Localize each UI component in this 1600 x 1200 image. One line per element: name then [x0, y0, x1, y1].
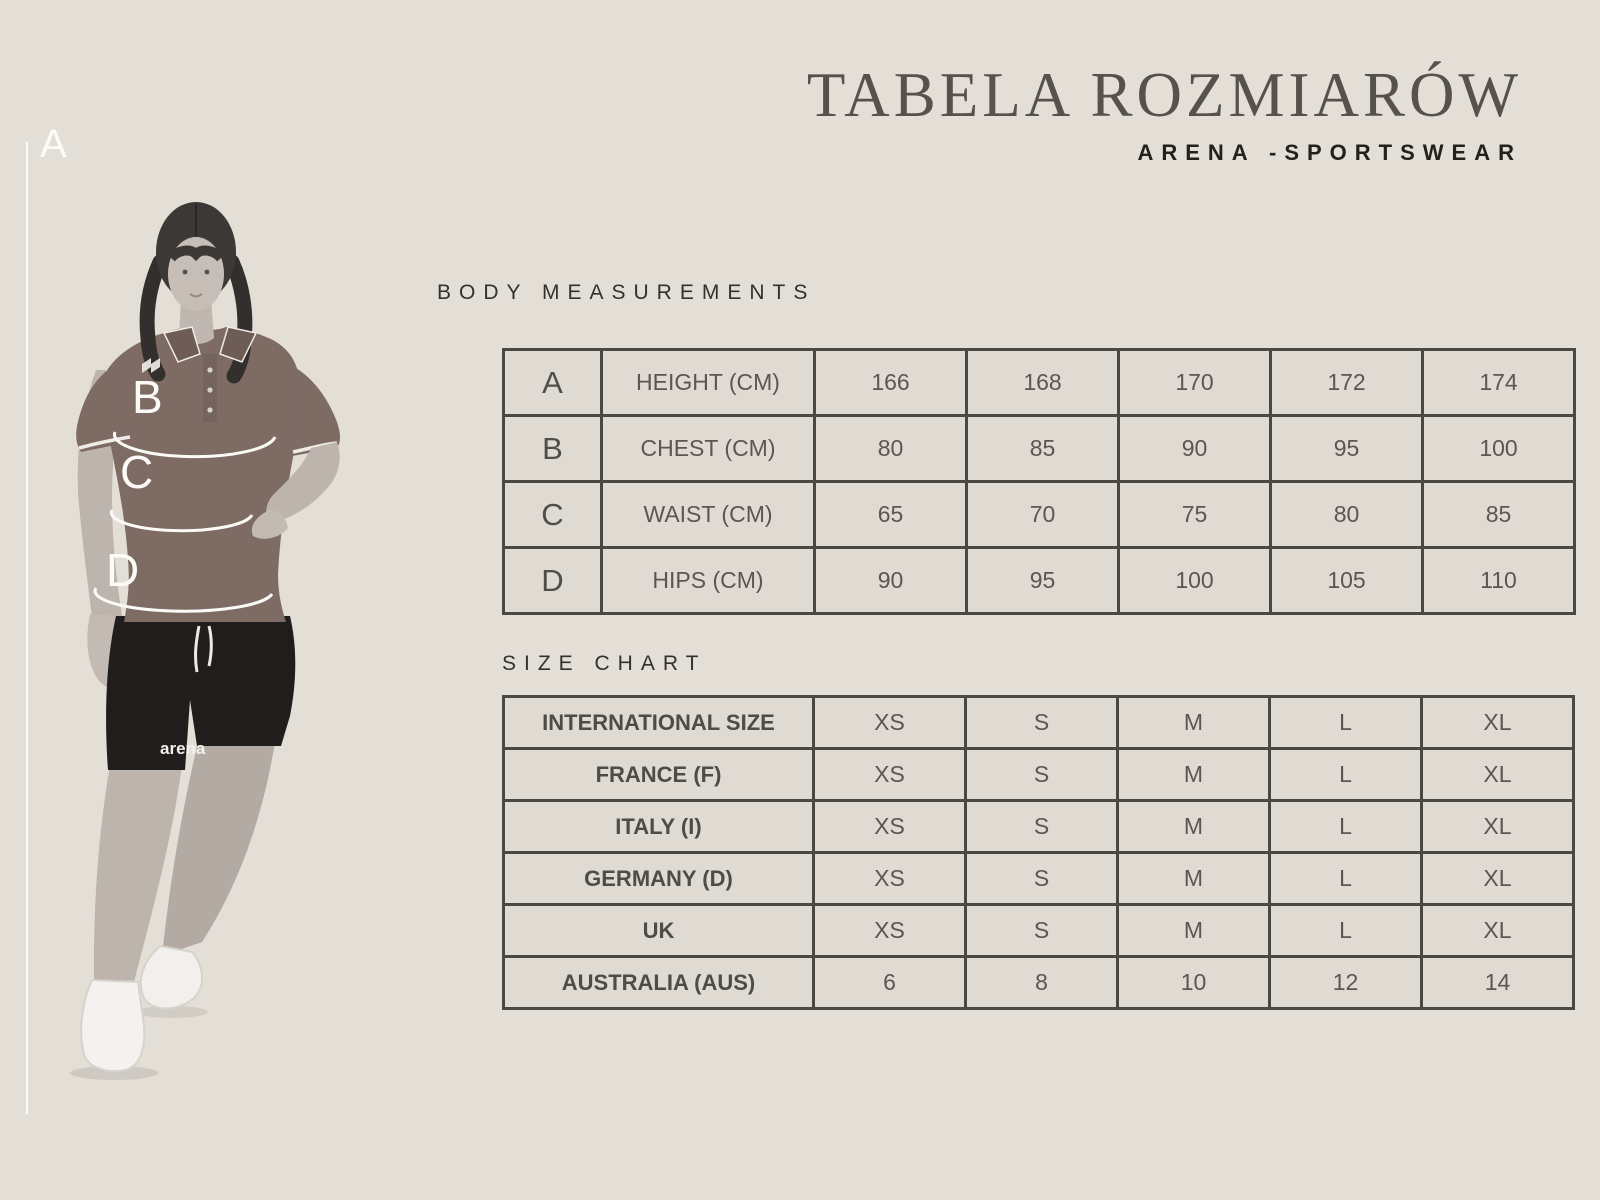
cell-value: L — [1270, 749, 1422, 801]
model-photo — [40, 180, 400, 1100]
cell-value: XL — [1422, 697, 1574, 749]
cell-value: 6 — [814, 957, 966, 1009]
table-row — [504, 957, 1574, 1009]
cell-value: 170 — [1119, 350, 1271, 416]
cell-value: M — [1118, 749, 1270, 801]
row-label: HEIGHT (CM) — [602, 350, 815, 416]
cell-value: S — [966, 749, 1118, 801]
cell-value: 174 — [1423, 350, 1575, 416]
row-label: UK — [504, 905, 814, 957]
cell-value: 172 — [1271, 350, 1423, 416]
cell-value: 8 — [966, 957, 1118, 1009]
row-label: GERMANY (D) — [504, 853, 814, 905]
cell-value: XS — [814, 905, 966, 957]
cell-value: 10 — [1118, 957, 1270, 1009]
row-label: AUSTRALIA (AUS) — [504, 957, 814, 1009]
cell-value: 80 — [815, 416, 967, 482]
cell-value: M — [1118, 905, 1270, 957]
model-sneaker-right — [141, 946, 202, 1009]
cell-value: 95 — [967, 548, 1119, 614]
cell-value: XS — [814, 801, 966, 853]
table-row — [504, 548, 1575, 614]
polo-button — [207, 367, 212, 372]
height-marker-label: A — [40, 122, 67, 166]
cell-value: 166 — [815, 350, 967, 416]
cell-value: 12 — [1270, 957, 1422, 1009]
page-subtitle: ARENA -SPORTSWEAR — [1137, 140, 1522, 166]
title-block — [807, 62, 1522, 166]
table-row — [504, 749, 1574, 801]
polo-button — [207, 407, 212, 412]
cell-value: XL — [1422, 905, 1574, 957]
cell-value: XL — [1422, 801, 1574, 853]
table-row — [504, 853, 1574, 905]
row-label: FRANCE (F) — [504, 749, 814, 801]
table-row — [504, 905, 1574, 957]
row-letter: B — [504, 416, 602, 482]
shorts-arena-logo: arena — [160, 739, 206, 758]
model-braid-left — [147, 262, 160, 374]
table-row — [504, 801, 1574, 853]
cell-value: S — [966, 801, 1118, 853]
height-measure-line — [26, 142, 28, 1114]
model-eye — [205, 270, 210, 275]
cell-value: L — [1270, 801, 1422, 853]
row-label: HIPS (CM) — [602, 548, 815, 614]
cell-value: XL — [1422, 749, 1574, 801]
cell-value: 75 — [1119, 482, 1271, 548]
cell-value: 85 — [967, 416, 1119, 482]
cell-value: L — [1270, 697, 1422, 749]
hips-marker-label: D — [106, 544, 140, 596]
row-label: INTERNATIONAL SIZE — [504, 697, 814, 749]
cell-value: M — [1118, 853, 1270, 905]
cell-value: 105 — [1271, 548, 1423, 614]
cell-value: 100 — [1423, 416, 1575, 482]
cell-value: 100 — [1119, 548, 1271, 614]
cell-value: M — [1118, 697, 1270, 749]
row-letter: C — [504, 482, 602, 548]
cell-value: 95 — [1271, 416, 1423, 482]
cell-value: 65 — [815, 482, 967, 548]
cell-value: XS — [814, 749, 966, 801]
cell-value: 90 — [1119, 416, 1271, 482]
table-row — [504, 416, 1575, 482]
model-eye — [183, 270, 188, 275]
size-chart-table — [502, 695, 1575, 1010]
table-row — [504, 697, 1574, 749]
cell-value: 85 — [1423, 482, 1575, 548]
cell-value: S — [966, 853, 1118, 905]
cell-value: S — [966, 905, 1118, 957]
cell-value: M — [1118, 801, 1270, 853]
row-label: WAIST (CM) — [602, 482, 815, 548]
waist-marker-label: C — [120, 446, 154, 498]
cell-value: L — [1270, 905, 1422, 957]
table-row — [504, 482, 1575, 548]
row-label: ITALY (I) — [504, 801, 814, 853]
size-chart-heading: SIZE CHART — [502, 652, 707, 675]
page-title: TABELA ROZMIARÓW — [806, 60, 1522, 130]
cell-value: S — [966, 697, 1118, 749]
model-sneaker-left — [81, 980, 144, 1071]
table-row — [504, 350, 1575, 416]
polo-button — [207, 387, 212, 392]
cell-value: 90 — [815, 548, 967, 614]
cell-value: XS — [814, 697, 966, 749]
chest-marker-label: B — [132, 371, 163, 423]
row-label: CHEST (CM) — [602, 416, 815, 482]
body-measurements-heading: BODY MEASUREMENTS — [437, 281, 816, 304]
model-hairline — [171, 251, 221, 258]
row-letter: A — [504, 350, 602, 416]
cell-value: 110 — [1423, 548, 1575, 614]
cell-value: L — [1270, 853, 1422, 905]
cell-value: 168 — [967, 350, 1119, 416]
cell-value: 70 — [967, 482, 1119, 548]
body-measurements-table — [502, 348, 1576, 615]
cell-value: XS — [814, 853, 966, 905]
cell-value: 80 — [1271, 482, 1423, 548]
row-letter: D — [504, 548, 602, 614]
cell-value: XL — [1422, 853, 1574, 905]
cell-value: 14 — [1422, 957, 1574, 1009]
